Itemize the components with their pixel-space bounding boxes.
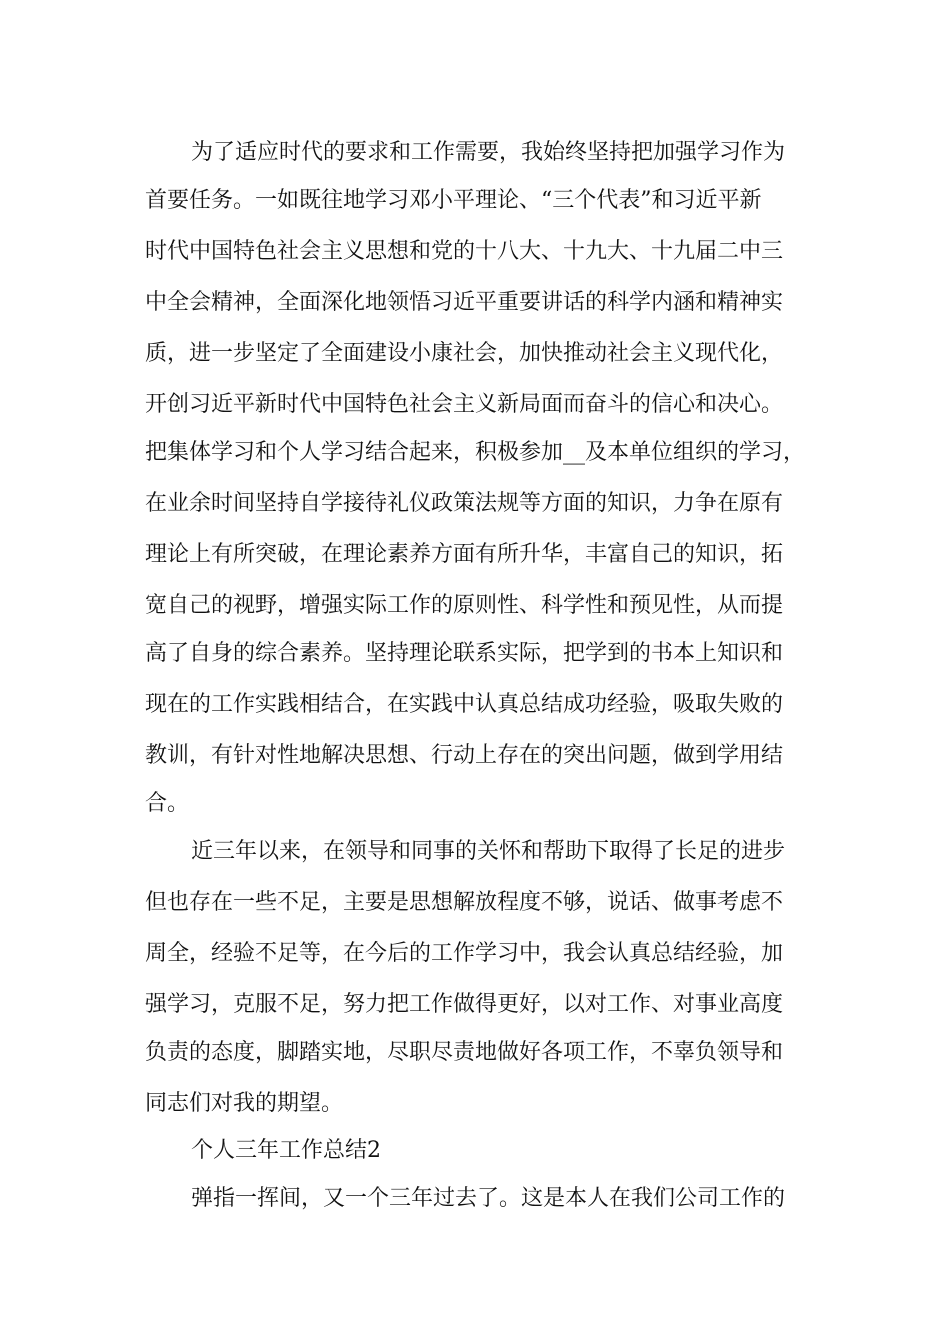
- paragraph-1-line: 中全会精神，全面深化地领悟习近平重要讲话的科学内涵和精神实: [145, 290, 784, 315]
- paragraph-2-line: 同志们对我的期望。: [145, 1091, 344, 1116]
- paragraph-2-line: 负责的态度，脚踏实地，尽职尽责地做好各项工作，不辜负领导和: [145, 1040, 784, 1065]
- paragraph-1-line: 现在的工作实践相结合，在实践中认真总结成功经验，吸取失败的: [145, 692, 784, 717]
- section-heading: 个人三年工作总结2: [191, 1138, 381, 1163]
- paragraph-1-line: 合。: [145, 791, 190, 816]
- paragraph-1-line: 教训，有针对性地解决思想、行动上存在的突出问题，做到学用结: [145, 743, 784, 768]
- paragraph-1-line: 开创习近平新时代中国特色社会主义新局面而奋斗的信心和决心。: [145, 392, 784, 417]
- paragraph-3-line: 弹指一挥间，又一个三年过去了。这是本人在我们公司工作的: [191, 1186, 786, 1211]
- paragraph-1-line: 在业余时间坚持自学接待礼仪政策法规等方面的知识，力争在原有: [145, 491, 784, 516]
- paragraph-1-line: 把集体学习和个人学习结合起来，积极参加__及本单位组织的学习，: [145, 440, 806, 465]
- paragraph-1-line: 宽自己的视野，增强实际工作的原则性、科学性和预见性，从而提: [145, 593, 784, 618]
- paragraph-1-line: 时代中国特色社会主义思想和党的十八大、十九大、十九届二中三: [145, 239, 784, 264]
- paragraph-1-line: 高了自身的综合素养。坚持理论联系实际，把学到的书本上知识和: [145, 641, 784, 666]
- paragraph-1-line: 为了适应时代的要求和工作需要，我始终坚持把加强学习作为: [191, 140, 786, 165]
- paragraph-2-line: 强学习，克服不足，努力把工作做得更好，以对工作、对事业高度: [145, 992, 784, 1017]
- paragraph-2-line: 近三年以来，在领导和同事的关怀和帮助下取得了长足的进步: [191, 839, 786, 864]
- paragraph-1-line: 首要任务。一如既往地学习邓小平理论、“三个代表”和习近平新: [145, 188, 762, 213]
- paragraph-2-line: 但也存在一些不足，主要是思想解放程度不够，说话、做事考虑不: [145, 890, 784, 915]
- paragraph-1-line: 质，进一步坚定了全面建设小康社会，加快推动社会主义现代化，: [145, 341, 784, 366]
- paragraph-1-line: 理论上有所突破，在理论素养方面有所升华，丰富自己的知识，拓: [145, 542, 784, 567]
- paragraph-2-line: 周全，经验不足等，在今后的工作学习中，我会认真总结经验，加: [145, 941, 784, 966]
